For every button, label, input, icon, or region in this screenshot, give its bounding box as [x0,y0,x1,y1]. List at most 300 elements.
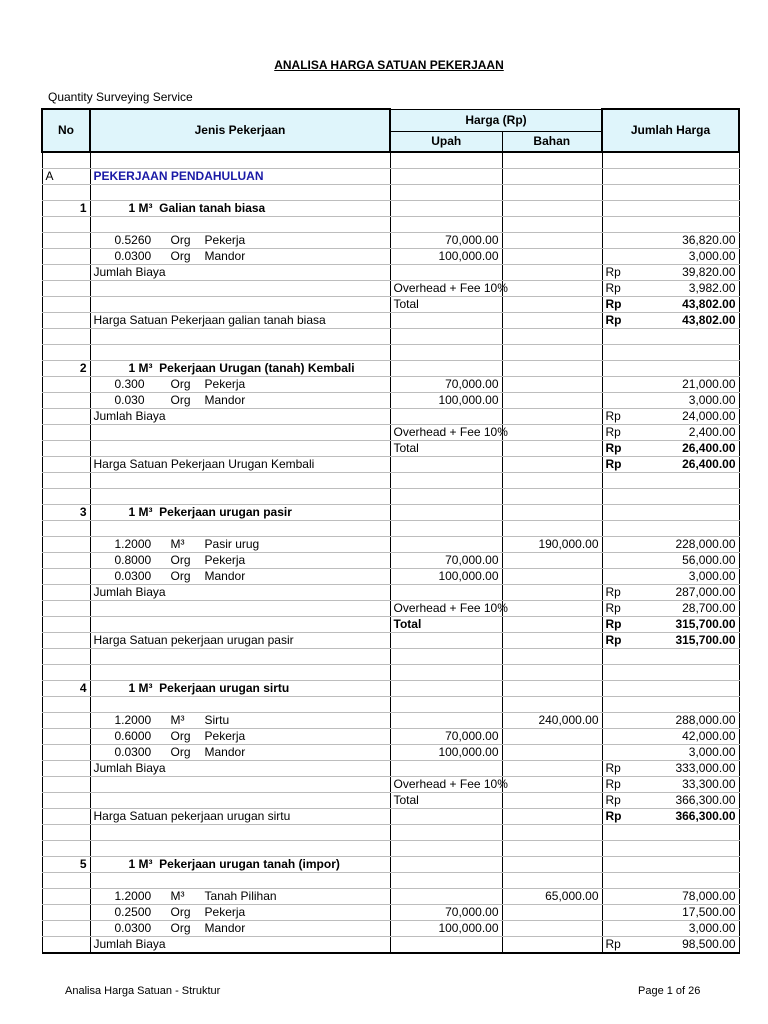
cell [42,793,90,809]
cell [42,377,90,393]
cell [602,857,639,873]
cell [390,313,502,329]
cell [639,681,739,697]
cell [602,185,639,201]
line-jumlah: 3,000.00 [639,745,739,761]
cell [602,489,639,505]
cell [390,473,502,489]
cell [42,217,90,233]
table-row [42,313,739,329]
cell [639,857,739,873]
line-item: Pekerja [204,905,246,919]
cell [42,185,90,201]
cell [639,489,739,505]
harga-satuan-value: 43,802.00 [639,313,739,329]
line-bahan [502,249,602,265]
volume-label: 1 M³ [128,505,153,519]
cell [390,761,502,777]
line-upah [390,889,502,905]
item-no: 1 [42,201,90,217]
cell [502,281,602,297]
cell [502,409,602,425]
cell [42,569,90,585]
cell [42,152,90,169]
cell [90,281,390,297]
table-row [42,521,739,537]
page-title: ANALISA HARGA SATUAN PEKERJAAN [274,58,504,72]
cell [602,345,639,361]
line-unit: Org [170,745,191,759]
cell [42,633,90,649]
footer-page-number: Page 1 of 26 [638,985,701,997]
cell [602,329,639,345]
line-upah: 70,000.00 [390,553,502,569]
cell [42,841,90,857]
overhead-label: Overhead + Fee 10% [390,601,502,617]
jumlah-biaya-label: Jumlah Biaya [90,761,390,777]
col-jenis-header: Jenis Pekerjaan [90,109,390,152]
cell [42,713,90,729]
cell [390,345,502,361]
cell [90,217,390,233]
table-row [42,777,739,793]
price-analysis-table [41,108,740,954]
table-row [42,457,739,473]
cell [502,665,602,681]
line-qty: 0.0300 [114,569,152,583]
cell [390,489,502,505]
line-jumlah: 228,000.00 [639,537,739,553]
line-item: Mandor [204,569,246,583]
cell [90,601,390,617]
currency-label: Rp [602,297,639,313]
volume-label: 1 M³ [128,361,153,375]
line-jumlah: 21,000.00 [639,377,739,393]
line-bahan: 240,000.00 [502,713,602,729]
cell [42,761,90,777]
item-name: Pekerjaan urugan tanah (impor) [159,857,340,871]
line-desc [90,889,390,905]
cell [602,201,639,217]
line-bahan: 65,000.00 [502,889,602,905]
table-row [42,473,739,489]
cell [90,441,390,457]
line-bahan: 190,000.00 [502,537,602,553]
cell [90,697,390,713]
line-item: Pekerja [204,377,246,391]
cell [90,329,390,345]
cell [390,265,502,281]
cell [42,617,90,633]
line-qty: 0.6000 [114,729,152,743]
cell [502,169,602,185]
table-row [42,649,739,665]
table-row [42,297,739,313]
line-unit: Org [170,393,191,407]
table-row [42,729,739,745]
total-value: 43,802.00 [639,297,739,313]
cell [42,345,90,361]
cell [42,233,90,249]
cell [639,873,739,889]
cell [639,329,739,345]
table-body [42,152,739,953]
cell [42,521,90,537]
line-upah: 70,000.00 [390,233,502,249]
table-row [42,169,739,185]
table-row [42,633,739,649]
line-upah: 100,000.00 [390,569,502,585]
cell [90,521,390,537]
cell [602,681,639,697]
table-row [42,681,739,697]
cell [42,329,90,345]
cell [602,537,639,553]
overhead-label: Overhead + Fee 10% [390,281,502,297]
subtitle: Quantity Surveying Service [48,90,193,104]
line-qty: 0.0300 [114,921,152,935]
line-upah: 70,000.00 [390,905,502,921]
volume-label: 1 M³ [128,857,153,871]
line-jumlah: 3,000.00 [639,569,739,585]
cell [602,233,639,249]
cell [602,393,639,409]
cell [502,185,602,201]
cell [390,633,502,649]
harga-satuan-label: Harga Satuan pekerjaan urugan sirtu [90,809,390,825]
cell [502,761,602,777]
line-jumlah: 56,000.00 [639,553,739,569]
line-bahan [502,393,602,409]
cell [390,409,502,425]
line-qty: 0.5260 [114,233,152,247]
line-unit: Org [170,921,191,935]
line-qty: 0.0300 [114,249,152,263]
line-jumlah: 3,000.00 [639,249,739,265]
table-row [42,841,739,857]
cell [90,425,390,441]
table-row [42,329,739,345]
line-item: Pekerja [204,729,246,743]
line-desc [90,393,390,409]
line-unit: Org [170,569,191,583]
cell [602,249,639,265]
cell [639,473,739,489]
cell [602,665,639,681]
cell [42,489,90,505]
item-name: Pekerjaan Urugan (tanah) Kembali [159,361,355,375]
cell [390,873,502,889]
table-row [42,905,739,921]
total-label: Total [390,297,502,313]
col-bahan-header: Bahan [502,131,602,152]
cell [390,809,502,825]
item-no: 5 [42,857,90,873]
line-item: Pekerja [204,233,246,247]
cell [90,793,390,809]
cell [602,217,639,233]
table-row [42,441,739,457]
item-title [90,505,390,521]
harga-satuan-label: Harga Satuan Pekerjaan galian tanah biasa [90,313,390,329]
line-jumlah: 3,000.00 [639,921,739,937]
currency-label: Rp [602,425,639,441]
cell [502,473,602,489]
jumlah-biaya-value: 39,820.00 [639,265,739,281]
cell [502,313,602,329]
line-upah: 100,000.00 [390,745,502,761]
table-row [42,825,739,841]
table-row [42,761,739,777]
cell [502,441,602,457]
line-qty: 0.2500 [114,905,152,919]
cell [390,185,502,201]
cell [502,521,602,537]
total-value: 315,700.00 [639,617,739,633]
table-row [42,201,739,217]
cell [602,553,639,569]
cell [639,697,739,713]
table-row [42,745,739,761]
total-value: 26,400.00 [639,441,739,457]
col-harga-header: Harga (Rp) [390,109,602,131]
cell [639,361,739,377]
cell [602,873,639,889]
cell [42,457,90,473]
table-row [42,361,739,377]
cell [42,425,90,441]
cell [502,873,602,889]
cell [390,201,502,217]
cell [602,905,639,921]
currency-label: Rp [602,313,639,329]
line-bahan [502,729,602,745]
item-name: Pekerjaan urugan sirtu [159,681,290,695]
item-title [90,201,390,217]
cell [90,473,390,489]
cell [502,777,602,793]
cell [390,825,502,841]
cell [502,425,602,441]
line-item: Pasir urug [204,537,260,551]
table-row [42,617,739,633]
cell [90,665,390,681]
section-title: PEKERJAAN PENDAHULUAN [90,169,390,185]
table-row [42,713,739,729]
line-bahan [502,745,602,761]
table-row [42,873,739,889]
table-row [42,489,739,505]
table-row [42,265,739,281]
currency-label: Rp [602,281,639,297]
cell [602,505,639,521]
cell [502,152,602,169]
overhead-value: 2,400.00 [639,425,739,441]
cell [390,841,502,857]
cell [90,825,390,841]
line-bahan [502,553,602,569]
line-item: Pekerja [204,553,246,567]
line-upah: 100,000.00 [390,249,502,265]
line-unit: Org [170,729,191,743]
line-upah: 70,000.00 [390,377,502,393]
currency-label: Rp [602,809,639,825]
cell [390,329,502,345]
jumlah-biaya-value: 24,000.00 [639,409,739,425]
cell [90,152,390,169]
cell [390,857,502,873]
cell [42,825,90,841]
cell [42,409,90,425]
table-row [42,281,739,297]
line-item: Tanah Pilihan [204,889,277,903]
cell [502,361,602,377]
jumlah-biaya-value: 287,000.00 [639,585,739,601]
table-row [42,537,739,553]
currency-label: Rp [602,457,639,473]
cell [639,649,739,665]
cell [602,825,639,841]
cell [502,809,602,825]
cell [42,441,90,457]
table-row [42,185,739,201]
cell [390,665,502,681]
line-desc [90,377,390,393]
currency-label: Rp [602,777,639,793]
line-item: Mandor [204,921,246,935]
volume-label: 1 M³ [128,201,153,215]
cell [390,649,502,665]
cell [42,729,90,745]
cell [502,489,602,505]
cell [502,697,602,713]
cell [390,152,502,169]
table-row [42,569,739,585]
cell [90,873,390,889]
line-item: Mandor [204,745,246,759]
table-row [42,601,739,617]
line-qty: 0.300 [114,377,145,391]
currency-label: Rp [602,441,639,457]
cell [90,777,390,793]
cell [502,265,602,281]
cell [42,937,90,954]
cell [502,329,602,345]
cell [390,937,502,954]
cell [502,345,602,361]
cell [502,505,602,521]
cell [502,857,602,873]
line-item: Mandor [204,249,246,263]
cell [390,505,502,521]
item-title [90,857,390,873]
line-upah: 70,000.00 [390,729,502,745]
cell [90,345,390,361]
cell [602,697,639,713]
line-jumlah: 36,820.00 [639,233,739,249]
line-bahan [502,377,602,393]
total-value: 366,300.00 [639,793,739,809]
cell [502,793,602,809]
cell [602,649,639,665]
cell [602,361,639,377]
cell [602,841,639,857]
line-desc [90,569,390,585]
table-row [42,409,739,425]
line-unit: M³ [170,889,185,903]
overhead-label: Overhead + Fee 10% [390,425,502,441]
currency-label: Rp [602,265,639,281]
overhead-value: 33,300.00 [639,777,739,793]
cell [90,649,390,665]
cell [602,169,639,185]
currency-label: Rp [602,793,639,809]
cell [602,521,639,537]
cell [42,745,90,761]
table-row [42,585,739,601]
cell [42,249,90,265]
line-unit: Org [170,233,191,247]
price-analysis-sheet [41,108,738,954]
table-row [42,217,739,233]
cell [602,473,639,489]
cell [502,457,602,473]
cell [639,841,739,857]
line-jumlah: 288,000.00 [639,713,739,729]
line-unit: Org [170,377,191,391]
line-unit: Org [170,905,191,919]
table-row [42,505,739,521]
item-no: 2 [42,361,90,377]
item-no: 3 [42,505,90,521]
harga-satuan-label: Harga Satuan pekerjaan urugan pasir [90,633,390,649]
item-title [90,681,390,697]
table-row [42,921,739,937]
line-item: Sirtu [204,713,230,727]
line-upah: 100,000.00 [390,393,502,409]
harga-satuan-value: 366,300.00 [639,809,739,825]
table-row [42,793,739,809]
cell [502,633,602,649]
line-desc [90,729,390,745]
cell [502,841,602,857]
harga-satuan-value: 26,400.00 [639,457,739,473]
cell [90,185,390,201]
cell [390,457,502,473]
total-label: Total [390,793,502,809]
line-qty: 1.2000 [114,537,152,551]
cell [42,649,90,665]
line-unit: Org [170,553,191,567]
cell [602,729,639,745]
cell [502,601,602,617]
table-row [42,937,739,954]
line-unit: M³ [170,537,185,551]
item-name: Pekerjaan urugan pasir [159,505,292,519]
cell [42,297,90,313]
total-label: Total [390,617,502,633]
table-row [42,425,739,441]
jumlah-biaya-value: 333,000.00 [639,761,739,777]
cell [390,217,502,233]
line-bahan [502,905,602,921]
cell [90,297,390,313]
line-unit: M³ [170,713,185,727]
line-qty: 1.2000 [114,713,152,727]
footer-left: Analisa Harga Satuan - Struktur [65,985,221,997]
cell [42,313,90,329]
table-row [42,233,739,249]
